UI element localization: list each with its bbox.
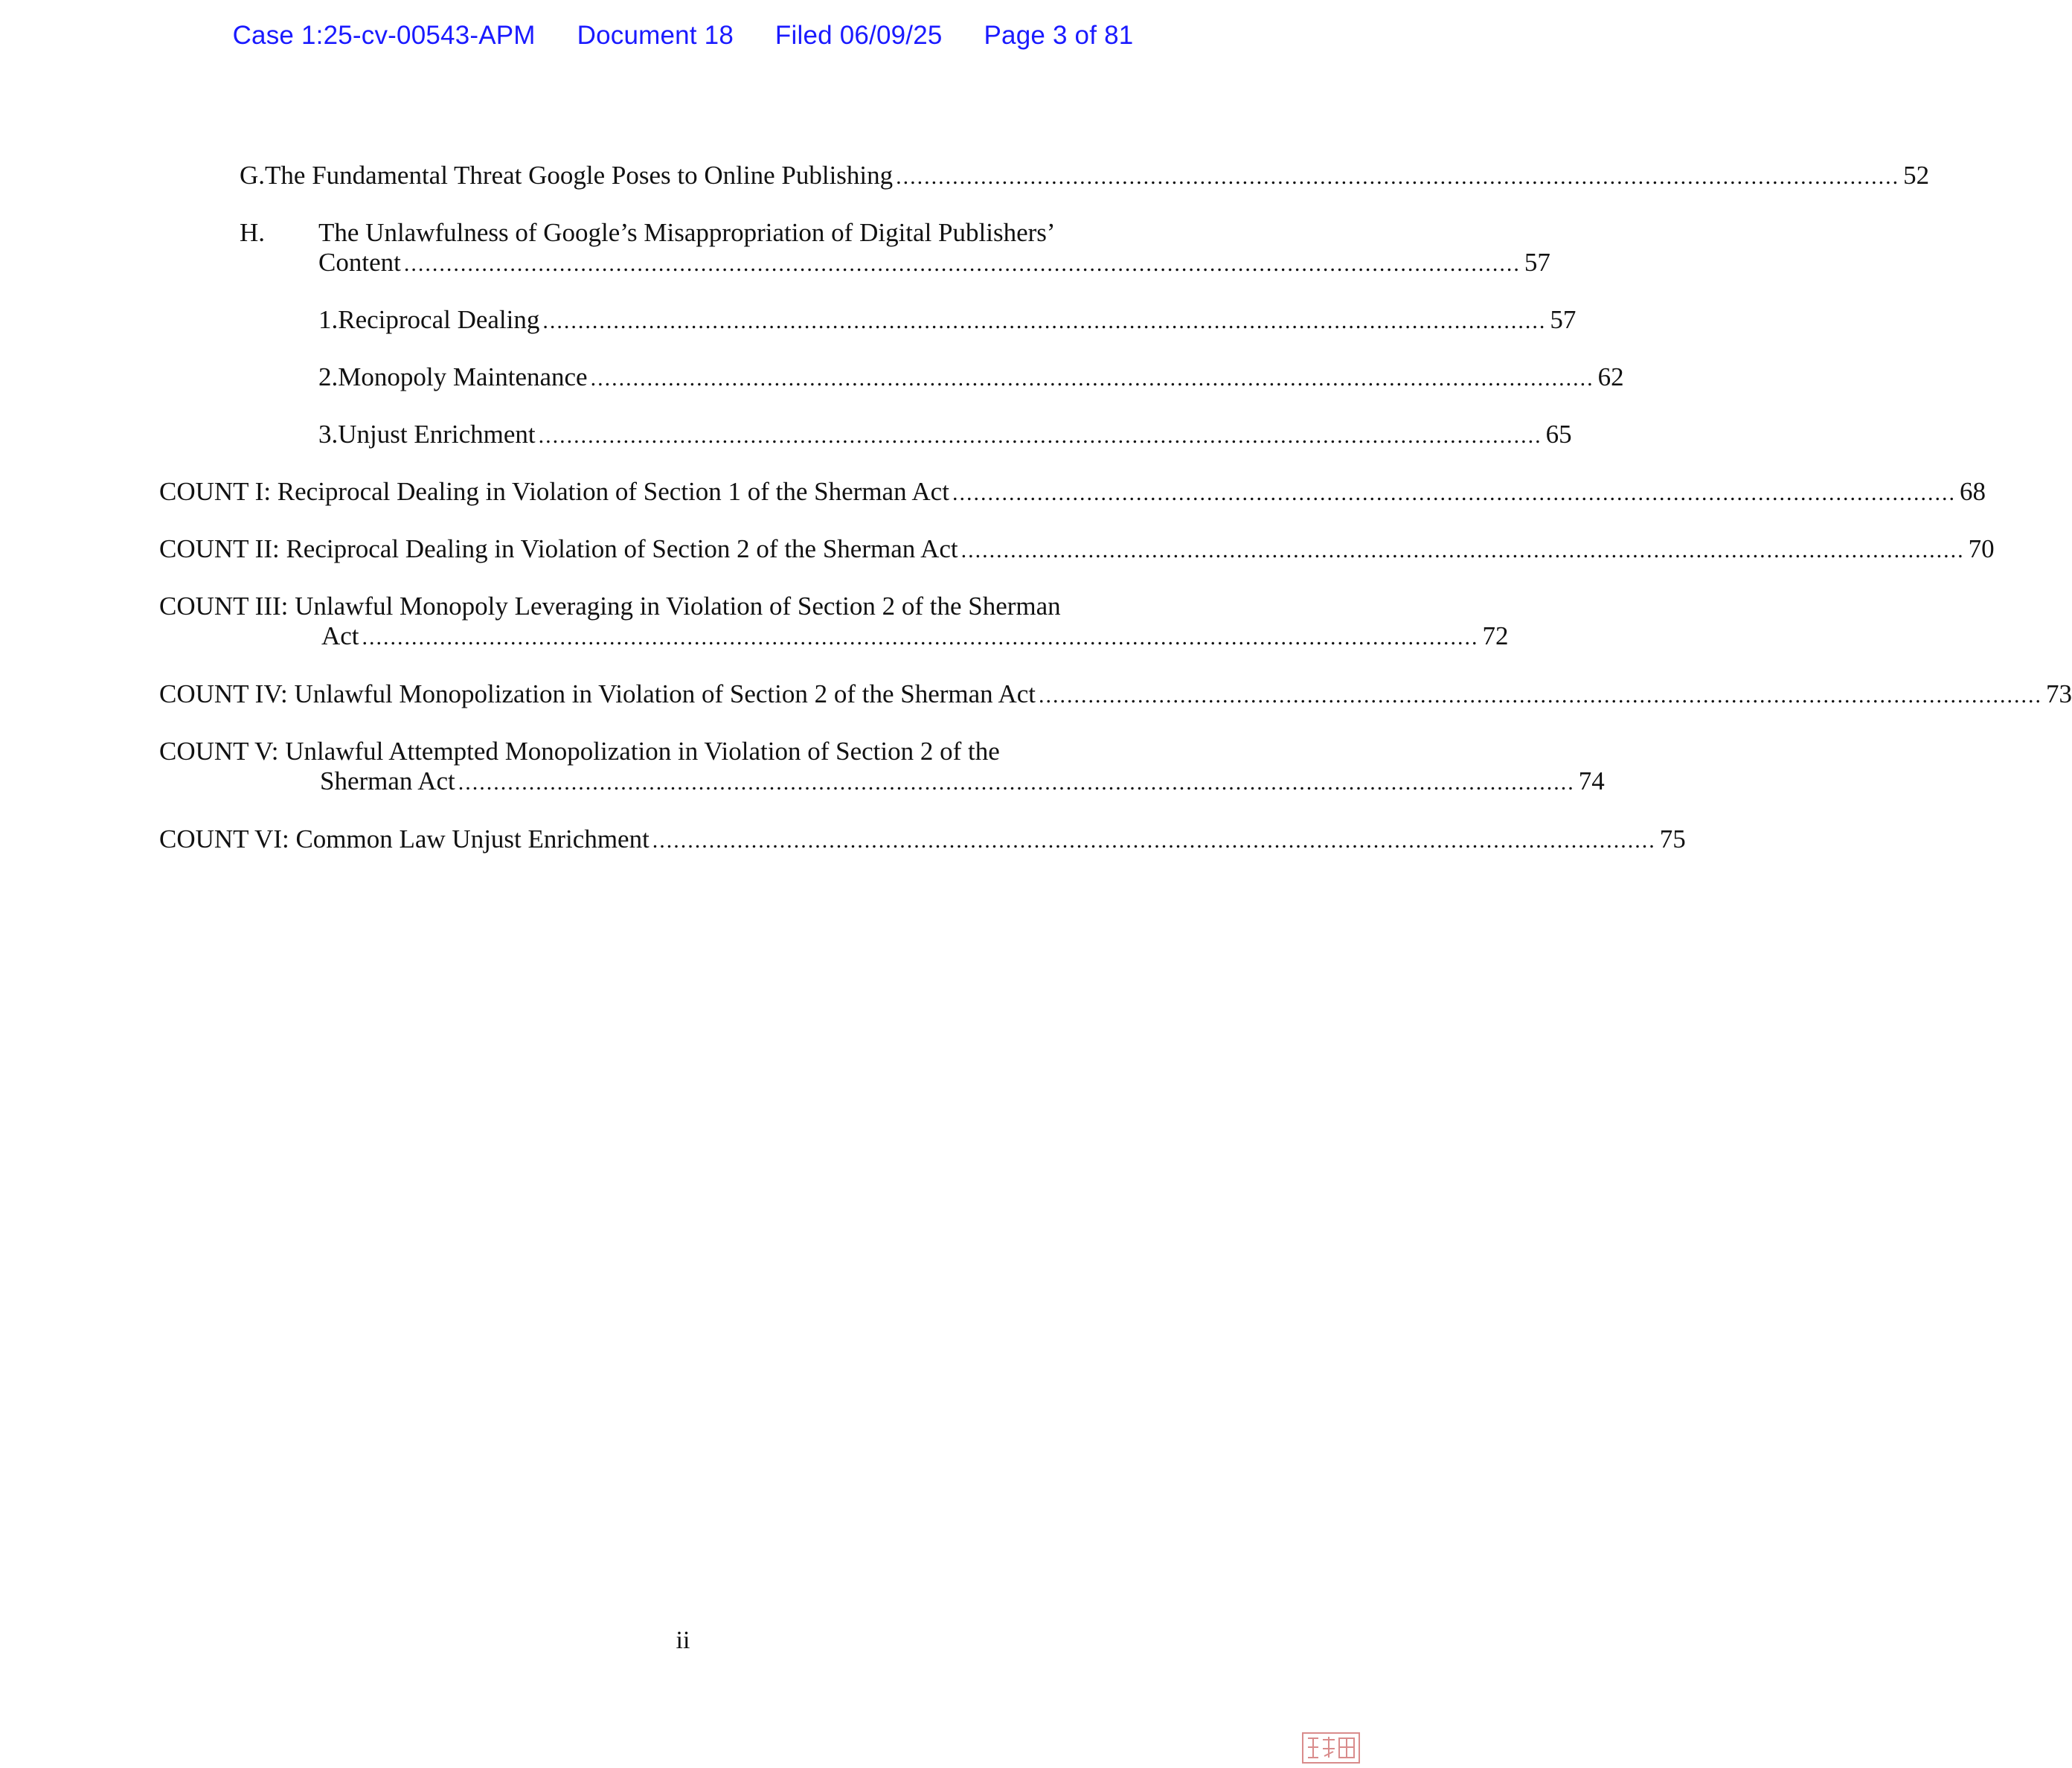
toc-entry-title: COUNT VI: Common Law Unjust Enrichment — [159, 824, 649, 853]
dot-leader: .............................................................................................................................................. — [1039, 683, 2043, 708]
toc-entry[interactable] — [318, 362, 1624, 394]
toc-entry-title-line2: Sherman Act — [320, 766, 455, 795]
toc-entry[interactable] — [159, 737, 1605, 798]
toc-entry-marker: H. — [240, 218, 266, 247]
document-number: Document 18 — [577, 21, 734, 50]
toc-entry[interactable] — [159, 534, 1995, 566]
dot-leader: .............................................................................................................................................. — [538, 423, 1542, 448]
toc-entry-page: 75 — [1659, 824, 1686, 853]
toc-entry-marker: 2. — [318, 362, 339, 391]
toc-entry[interactable] — [318, 305, 1577, 336]
dot-leader: .............................................................................................................................................. — [652, 828, 1656, 853]
toc-entry-page: 62 — [1597, 362, 1624, 391]
toc-entry[interactable] — [159, 679, 2072, 711]
toc-entry-title: COUNT I: Reciprocal Dealing in Violation of Section 1 of the Sherman Act — [159, 477, 949, 506]
toc-entry-title-line1: The Unlawfulness of Google’s Misappropriation of Digital Publishers’ — [318, 218, 1056, 247]
dot-leader: .............................................................................................................................................................. — [362, 625, 1479, 650]
dot-leader: .............................................................................................................................................................. — [458, 770, 1575, 795]
toc-entry-marker: 3. — [318, 420, 339, 449]
page-number: ii — [676, 1627, 690, 1654]
toc-entry-title: Reciprocal Dealing — [338, 305, 540, 334]
dot-leader: .............................................................................................................................................. — [960, 538, 1965, 563]
toc-entry-page: 68 — [1959, 477, 1986, 506]
dot-leader: .............................................................................................................................................. — [542, 309, 1547, 333]
toc-entry-page: 65 — [1545, 420, 1572, 449]
toc-entry-title: Monopoly Maintenance — [338, 362, 588, 391]
toc-entry-page: 72 — [1482, 621, 1509, 650]
dot-leader: .............................................................................................................................................. — [952, 481, 1956, 505]
toc-entry-title: COUNT IV: Unlawful Monopolization in Violation of Section 2 of the Sherman Act — [159, 679, 1036, 708]
filed-date: Filed 06/09/25 — [774, 21, 943, 50]
case-number: Case 1:25-cv-00543-APM — [232, 21, 536, 50]
toc-entry[interactable] — [159, 477, 1986, 508]
toc-entry-title-line1: COUNT V: Unlawful Attempted Monopolization in Violation of Section 2 of the — [159, 737, 1000, 766]
toc-entry[interactable] — [240, 161, 1930, 192]
dot-leader: .............................................................................................................................................. — [896, 164, 1900, 189]
toc-entry-title-line2: Act — [321, 621, 359, 650]
toc-entry-title-line1: COUNT III: Unlawful Monopoly Leveraging in Violation of Section 2 of the Sherman — [159, 592, 1061, 621]
toc-entry-page: 73 — [2046, 679, 2072, 708]
toc-entry[interactable] — [159, 592, 1509, 653]
toc-entry-page: 57 — [1550, 305, 1577, 334]
dot-leader: .............................................................................................................................................. — [590, 366, 1594, 391]
toc-entry-title: Unjust Enrichment — [338, 420, 536, 449]
toc-entry-title: The Fundamental Threat Google Poses to Online Publishing — [265, 161, 894, 190]
page-count: Page 3 of 81 — [984, 21, 1134, 50]
toc-entry[interactable] — [240, 218, 1550, 279]
toc-entry-page: 52 — [1903, 161, 1930, 190]
toc-entry-page: 57 — [1524, 248, 1550, 277]
toc-entry[interactable] — [318, 420, 1572, 451]
toc-entry-marker: 1. — [318, 305, 339, 334]
toc-entry-marker: G. — [240, 161, 266, 190]
toc-entry-title: COUNT II: Reciprocal Dealing in Violation of Section 2 of the Sherman Act — [159, 534, 958, 563]
toc-entry[interactable] — [159, 824, 1686, 856]
toc-entry-page: 74 — [1578, 766, 1605, 795]
toc-entry-page: 70 — [1968, 534, 1995, 563]
watermark-seal-icon — [1302, 1732, 1360, 1764]
dot-leader: .............................................................................................................................................................. — [403, 252, 1521, 276]
toc-entry-title-line2: Content — [318, 248, 401, 277]
